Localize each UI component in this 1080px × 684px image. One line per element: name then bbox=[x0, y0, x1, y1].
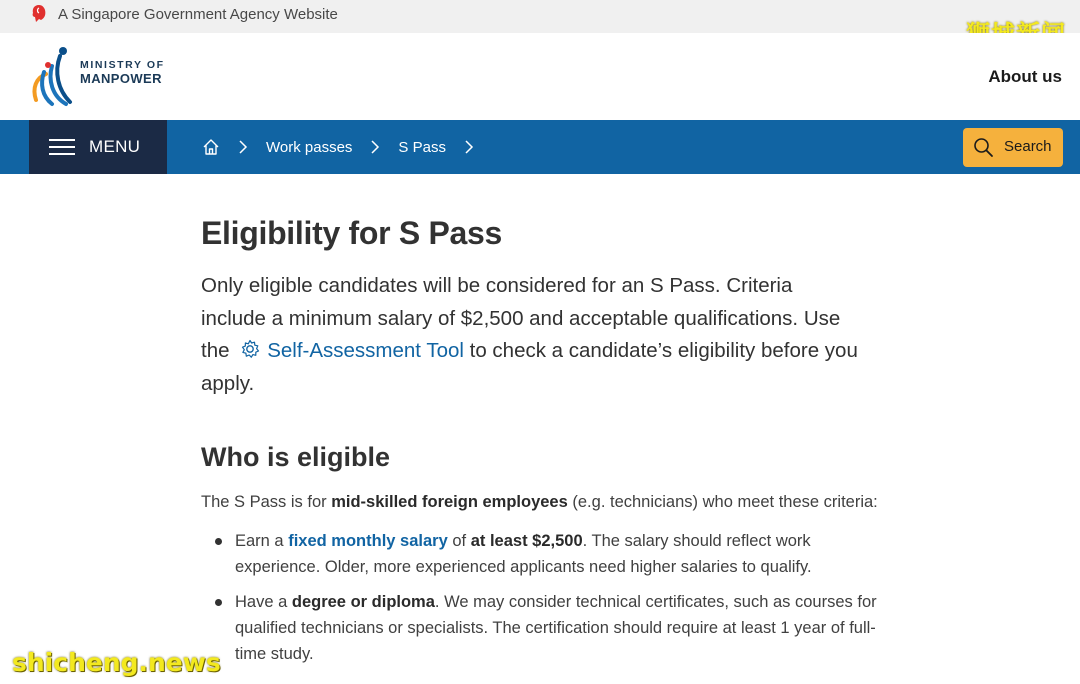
chevron-right-icon bbox=[238, 140, 248, 154]
breadcrumb-work-passes[interactable]: Work passes bbox=[266, 138, 353, 156]
bullet-text: . We may consider technical certificates, such as courses for qualified technicians or specialists. The certification should require at least 1 year of full-time study. bbox=[235, 593, 877, 663]
lion-head-icon bbox=[30, 4, 48, 24]
self-assessment-tool-link[interactable]: Self-Assessment Tool bbox=[267, 339, 464, 362]
gov-masthead bbox=[0, 0, 1080, 33]
search-button[interactable] bbox=[963, 128, 1063, 167]
main-content bbox=[201, 215, 901, 676]
intro-text-bold: mid-skilled foreign employees bbox=[331, 493, 568, 511]
search-icon bbox=[973, 137, 994, 158]
logo-line-1: MINISTRY OF bbox=[80, 59, 165, 71]
menu-label: MENU bbox=[89, 137, 141, 156]
list-item bbox=[201, 528, 891, 580]
lead-text-1: Only eligible candidates will be considered for an S Pass. Criteria include a minimum salary of $2,500 and acceptable qualifications. Use the bbox=[201, 274, 841, 362]
masthead-text: A Singapore Government Agency Website bbox=[58, 6, 338, 23]
intro-paragraph bbox=[201, 489, 881, 515]
home-icon[interactable] bbox=[202, 138, 220, 156]
logo-wordmark[interactable] bbox=[80, 59, 165, 85]
bullet-text: Earn a bbox=[235, 532, 289, 550]
hamburger-icon bbox=[49, 139, 75, 155]
list-item bbox=[201, 589, 891, 667]
watermark-bottom: shicheng.news bbox=[12, 648, 221, 677]
lead-paragraph bbox=[201, 270, 861, 400]
intro-text-pre: The S Pass is for bbox=[201, 493, 332, 511]
intro-text-post: (e.g. technicians) who meet these criteria: bbox=[567, 493, 878, 511]
breadcrumb-s-pass[interactable]: S Pass bbox=[398, 138, 446, 156]
bullet-text: . The salary should reflect work experience. Older, more experienced applicants need higher salaries to qualify. bbox=[235, 532, 812, 576]
bullet-text: Have a bbox=[235, 593, 292, 611]
bullet-bold: at least $2,500 bbox=[470, 532, 583, 550]
section-title: Who is eligible bbox=[201, 442, 391, 472]
fixed-monthly-salary-link[interactable]: fixed monthly salary bbox=[288, 532, 448, 550]
bullet-bold: degree or diploma bbox=[291, 593, 435, 611]
page-title: Eligibility for S Pass bbox=[201, 215, 503, 251]
bullet-text: of bbox=[447, 532, 471, 550]
logo-line-2: MANPOWER bbox=[80, 71, 162, 86]
menu-button[interactable] bbox=[29, 120, 167, 174]
eligibility-list bbox=[201, 528, 901, 667]
search-label: Search bbox=[1004, 138, 1052, 155]
chevron-right-icon bbox=[370, 140, 380, 154]
gear-icon bbox=[239, 338, 261, 360]
chevron-right-icon bbox=[464, 140, 474, 154]
mom-logo-icon[interactable] bbox=[26, 44, 86, 110]
breadcrumb bbox=[202, 120, 492, 174]
lead-text-2: to check a candidate’s eligibility before you apply. bbox=[201, 339, 858, 395]
about-us-link[interactable]: About us bbox=[988, 67, 1062, 86]
nav-bar bbox=[0, 120, 1080, 174]
